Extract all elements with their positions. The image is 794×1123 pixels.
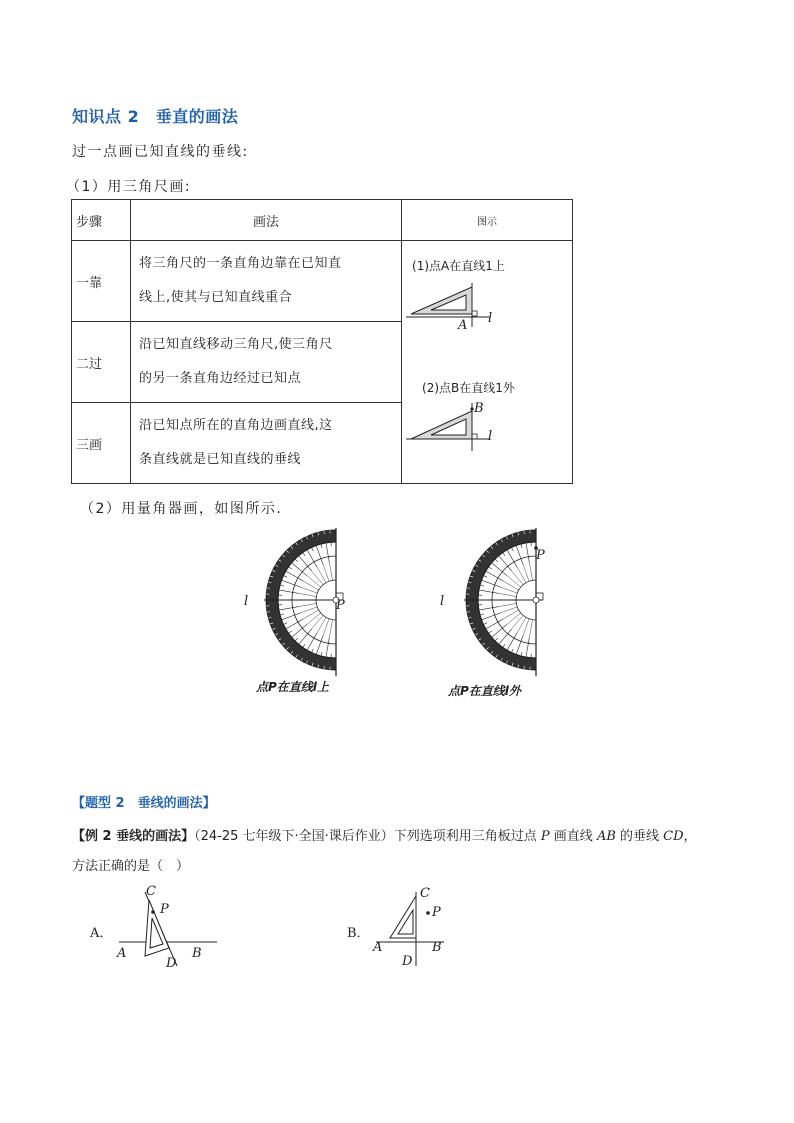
method-cell bbox=[130, 241, 401, 322]
method-line: 沿已知直线移动三角尺,使三角尺 bbox=[138, 337, 333, 352]
method-line: 沿已知点所在的直角边画直线,这 bbox=[138, 418, 333, 433]
table-header-row bbox=[72, 200, 573, 241]
example-CD: CD bbox=[663, 829, 684, 844]
step-cell: 一靠 bbox=[72, 241, 131, 322]
method-line: 将三角尺的一条直角边靠在已知直 bbox=[138, 256, 342, 271]
protractor-label-l-2: l bbox=[440, 594, 445, 609]
step-cell: 三画 bbox=[72, 403, 131, 484]
protractor-label-P-2: P bbox=[536, 548, 545, 563]
method-cell bbox=[130, 403, 401, 484]
intro-text: 过一点画已知直线的垂线: bbox=[72, 144, 249, 160]
example-text-mid: 画直线 bbox=[549, 829, 597, 844]
step-cell: 二过 bbox=[72, 322, 131, 403]
label-B: B bbox=[474, 401, 484, 416]
example-text-mid2: 的垂线 bbox=[615, 829, 664, 844]
label-l-2: l bbox=[488, 429, 493, 444]
table-row bbox=[72, 241, 573, 322]
label-l: l bbox=[488, 311, 493, 326]
header-step: 步骤 bbox=[72, 200, 131, 241]
option-B-A: A bbox=[373, 940, 383, 955]
protractor-caption-right: 点P在直线l外 bbox=[448, 684, 521, 698]
steps-table bbox=[71, 199, 573, 484]
option-B-C: C bbox=[420, 886, 430, 901]
example-AB: AB bbox=[596, 829, 616, 844]
triangle-ruler-figure-2 bbox=[406, 399, 506, 454]
fig1-caption: (1)点A在直线1上 bbox=[412, 259, 505, 273]
header-method: 画法 bbox=[130, 200, 401, 241]
protractor-label-P: P bbox=[336, 598, 345, 613]
method-line: 条直线就是已知直线的垂线 bbox=[138, 452, 301, 467]
example-label: 【例 2 垂线的画法】 bbox=[72, 829, 195, 844]
method-line: 线上,使其与已知直线重合 bbox=[138, 290, 293, 305]
section-title: 知识点 2 垂直的画法 bbox=[72, 107, 239, 126]
example-source: （24-25 七年级下·全国·课后作业）下列选项利用三角板过点 bbox=[194, 829, 541, 844]
example-text bbox=[72, 822, 712, 882]
method-cell bbox=[130, 322, 401, 403]
option-A-C: C bbox=[146, 884, 156, 899]
example-question: 方法正确的是（ ） bbox=[72, 859, 190, 874]
question-type-title: 【题型 2 垂线的画法】 bbox=[72, 796, 216, 811]
option-B-D: D bbox=[402, 954, 413, 969]
option-A-B: B bbox=[192, 946, 202, 961]
part1-heading: （1）用三角尺画: bbox=[66, 179, 192, 195]
fig2-caption: (2)点B在直线1外 bbox=[422, 381, 515, 395]
option-A-label[interactable]: A． bbox=[90, 926, 113, 941]
figure-cell bbox=[402, 241, 573, 484]
header-figure: 图示 bbox=[402, 200, 573, 241]
example-text-end: ， bbox=[683, 829, 697, 844]
option-B-label[interactable]: B． bbox=[347, 926, 370, 941]
option-B-P: P bbox=[432, 905, 441, 920]
protractor-caption-left: 点P在直线l上 bbox=[256, 680, 329, 694]
option-A-P: P bbox=[160, 902, 169, 917]
protractor-label-l: l bbox=[244, 594, 249, 609]
option-A-A: A bbox=[117, 946, 127, 961]
method-line: 的另一条直角边经过已知点 bbox=[138, 371, 301, 386]
option-A-D: D bbox=[166, 956, 177, 971]
part2-heading: （2）用量角器画，如图所示. bbox=[80, 501, 283, 517]
example-P: P bbox=[540, 829, 550, 844]
option-B-B: B bbox=[432, 940, 442, 955]
label-A: A bbox=[458, 318, 468, 333]
